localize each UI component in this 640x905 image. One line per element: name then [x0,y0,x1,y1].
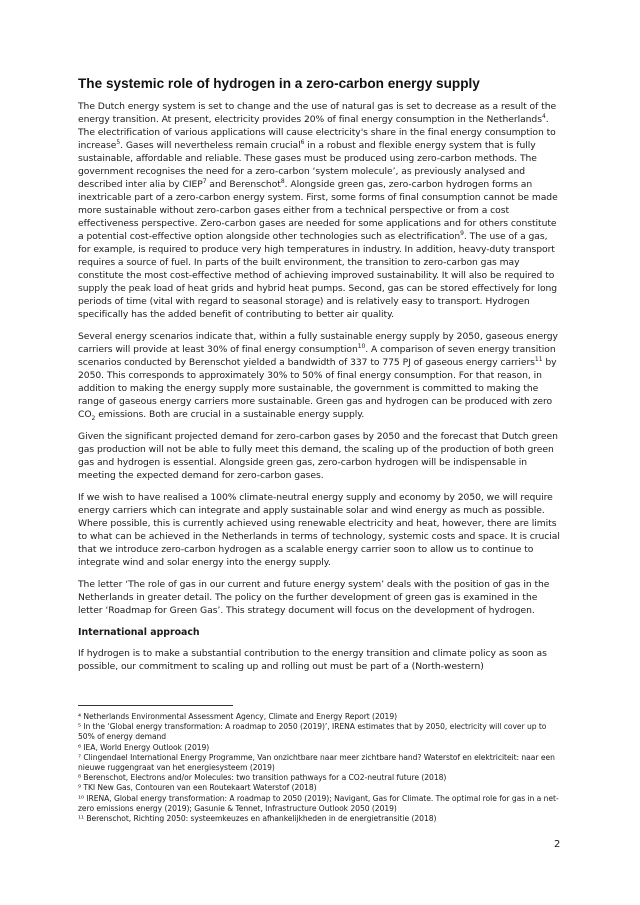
section-paragraph: If hydrogen is to make a substantial contribution to the energy transition and climate policy as soon as possible, our commitment to scaling up and rolling out must be part of a (North-western) [78,648,547,672]
footnote-ref: 11 [534,355,543,363]
footnote: ⁵ In the ‘Global energy transformation: A roadmap to 2050 (2019)’, IRENA estimates that by 2050, electricity will cover up to 50% of energy demand [78,722,547,742]
text-run: and Berenschot [206,179,281,190]
text-run: If we wish to have realised a 100% climate-neutral energy supply and economy by 2050, we will require energy carriers which can integrate and apply sustainable solar and wind energy as much as possible. Where possible, this is currently achieved using renewable electricity and heat, however, there are limits to what can be achieved in the Netherlands in terms of technology, systemic costs and space. It is crucial that we introduce zero-carbon hydrogen as a scalable energy carrier soon to allow us to continue to integrate wind and solar energy into the energy supply. [78,492,560,568]
text-run: Several energy scenarios indicate that, within a fully sustainable energy supply by 2050, gaseous energy carriers will provide at least 30% of final energy consumption [78,331,558,355]
footnotes [78,712,564,824]
page-title: The systemic role of hydrogen in a zero-carbon energy supply [78,76,480,91]
footnote: ⁴ Netherlands Environmental Assessment Agency, Climate and Energy Report (2019) [78,712,398,721]
text-run: . The electrification of various applications will cause electricity's share in the final energy consumption to increase [78,114,556,151]
text-run: The Dutch energy system is set to change and the use of natural gas is set to decrease as a result of the energy transition. At present, electricity provides 20% of final energy consumption in the Netherlands [78,101,557,125]
footnote: ⁹ TKI New Gas, Contouren van een Routekaart Waterstof (2018) [78,783,317,793]
footnote-ref: 6 [300,138,305,146]
footnote: ¹¹ Berenschot, Richting 2050: systeemkeuzes en afhankelijkheden in de energietransitie (2018) [78,814,437,824]
footnote-ref: 7 [202,177,207,185]
text-run: Given the significant projected demand for zero-carbon gases by 2050 and the forecast that Dutch green gas production will not be able to fully meet this demand, the scaling up of the production of both green gas and hydrogen is essential. Alongside green gas, zero-carbon hydrogen will be indispensable in meeting the expected demand for zero-carbon gases. [78,431,558,481]
body-paragraphs [78,100,562,617]
footnote-ref: 4 [541,112,546,120]
footnote-ref: 10 [357,342,366,350]
body-paragraph [78,430,562,482]
text-run: emissions. Both are crucial in a sustainable energy supply. [95,409,365,420]
body-paragraph [78,578,562,617]
text-run: . Alongside green gas, zero-carbon hydrogen forms an inextricable part of a zero-carbon energy system. First, some forms of final consumption cannot be made more sustainable without zero-carbon gases either from a technical perspective or from a cost effectiveness perspective. Zero-carbon gases are needed for some applications and for others constitute a potential cost-effective option alongside other technologies such as electrification [78,179,558,242]
footnote: ⁶ IEA, World Energy Outlook (2019) [78,742,210,752]
text-run: in a robust and flexible energy system that is fully sustainable, affordable and reliable. These gases must be produced using zero-carbon methods. The government recognises the need for a zero-carbon ‘system molecule’, as previously analysed and described inter alia by CIEP [78,140,537,190]
text-run: . A comparison of seven energy transition scenarios conducted by Berenschot yielded a bandwidth of 337 to 775 PJ of gaseous energy carriers [78,344,556,368]
footnote-ref: 9 [460,229,464,237]
body-paragraph [78,330,562,421]
footnote: ⁸ Berenschot, Electrons and/or Molecules: two transition pathways for a CO2-neutral future (2018) [78,773,447,783]
footnote-ref: 8 [280,177,285,185]
footnote: ⁷ Clingendael International Energy Programme, Van onzichtbare naar meer zichtbare hand? Waterstof en elektriciteit: naar een nieuwe ruggengraat van het energiesysteem (2019) [78,752,555,773]
body-paragraph [78,100,562,321]
footnote-ref: 5 [116,138,121,146]
text-run: . Gases will nevertheless remain crucial [120,140,301,151]
main-content [78,76,562,682]
subscript: 2 [91,414,96,422]
text-run: by 2050. This corresponds to approximately 30% to 50% of final energy consumption. For that reason, in addition to making the energy supply more sustainable, the government is committed to making the range of gaseous energy carriers more sustainable. Green gas and hydrogen can be produced with zero CO [78,357,557,420]
footnote: ¹⁰ IRENA, Global energy transformation: A roadmap to 2050 (2019); Navigant, Gas for Climate. The optimal role for gas in a net-zero emissions energy (2019); Gasunie & Tennet, Infrastructure Outlook 2050 (2019) [78,793,559,813]
text-run: The letter ‘The role of gas in our current and future energy system’ deals with the position of gas in the Netherlands in greater detail. The policy on the further development of green gas is examined in the letter ‘Roadmap for Green Gas’. This strategy document will focus on the development of hydrogen. [78,579,550,616]
footnote-divider [78,705,233,706]
body-paragraph [78,491,562,569]
text-run: . The use of a gas, for example, is required to produce very high temperatures in industry. In addition, heavy-duty transport requires a source of fuel. In parts of the built environment, the transition to zero-carbon gas may constitute the most cost-effective method of achieving improved sustainability. It will also be required to supply the peak load of heat grids and hybrid heat pumps. Second, gas can be stored effectively for long periods of time (vital with regard to seasonal storage) and is relatively easy to transport. Hydrogen specifically has the added benefit of contributing to better air quality. [78,231,558,320]
page-number: 2 [554,839,561,850]
section-heading: International approach [78,627,200,638]
